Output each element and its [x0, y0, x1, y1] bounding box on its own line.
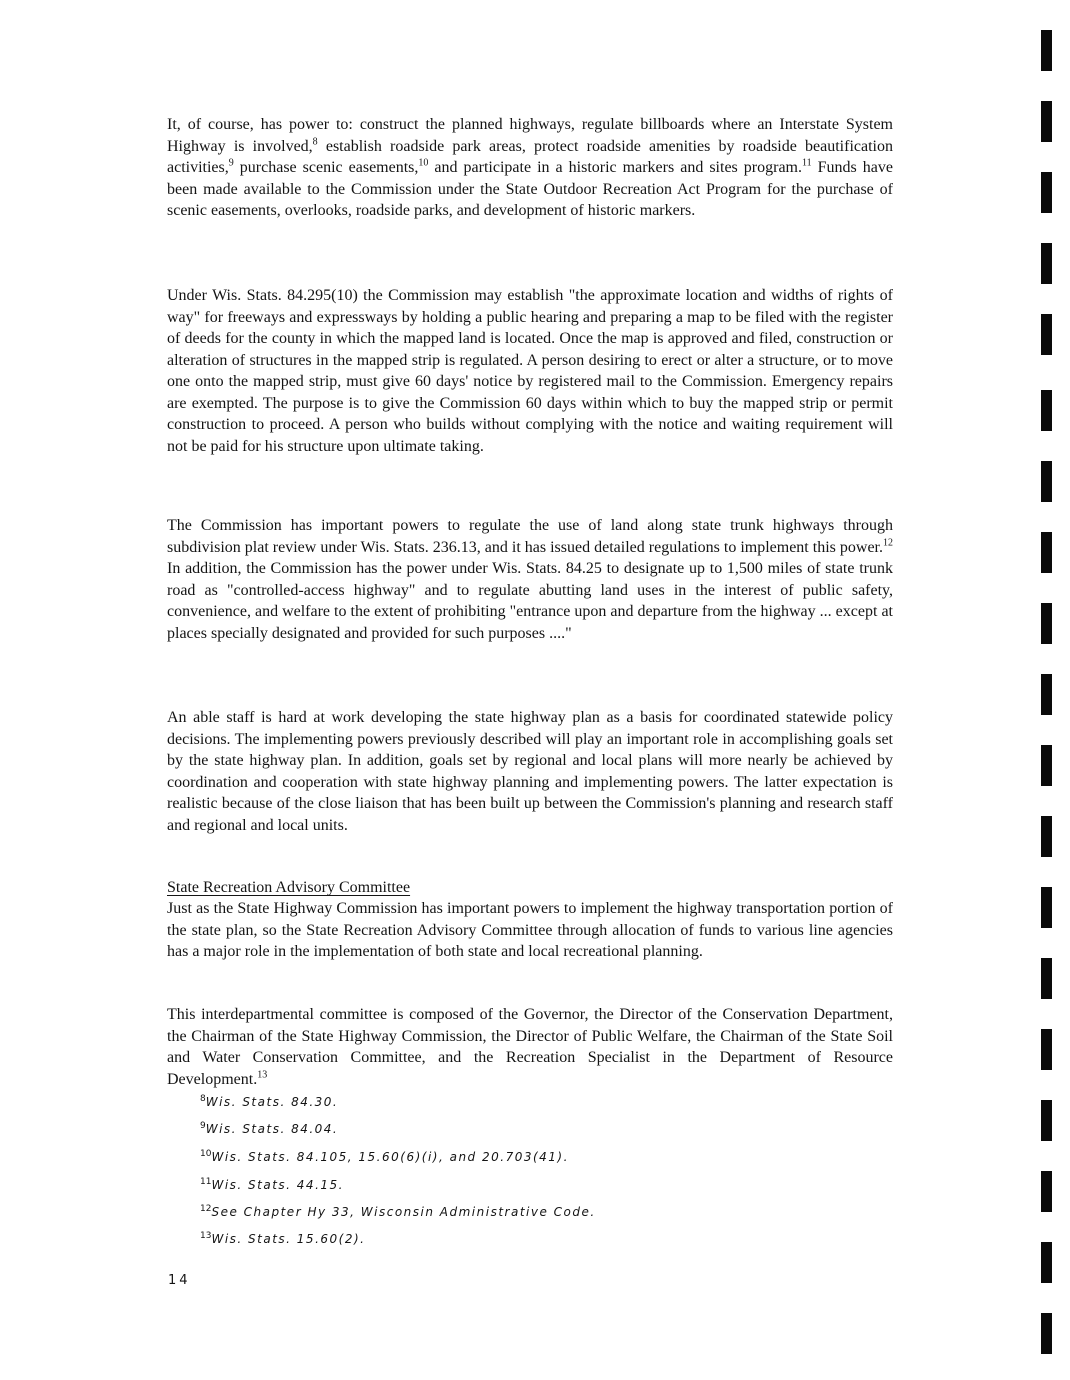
paragraph-text: Funds have been made available to the Commission under the State Outdoor Recreation Act Program for the purchase of scenic easements, overlooks, roadside parks, and development of historic markers.: [167, 159, 894, 219]
footnote-text: See Chapter Hy 33, Wisconsin Administrative Code.: [211, 1205, 596, 1219]
edge-mark: [1041, 1100, 1052, 1141]
footnote-ref-8: 8: [312, 136, 318, 148]
edge-mark: [1041, 532, 1052, 573]
footnote-number: 12: [200, 1204, 212, 1214]
footnote-ref-9: 9: [228, 157, 234, 169]
edge-mark: [1041, 1242, 1052, 1283]
footnote-number: 10: [200, 1149, 212, 1159]
footnote-text: Wis. Stats. 15.60(2).: [211, 1232, 366, 1246]
paragraph-highway-powers: [167, 114, 893, 222]
section-heading: State Recreation Advisory Committee: [167, 879, 411, 896]
footnote-item: [200, 1205, 596, 1219]
paragraph-text: establish roadside park areas, protect roadside amenities by roadside beautification activities,: [167, 137, 893, 176]
edge-mark: [1041, 1171, 1052, 1212]
paragraph-text: In addition, the Commission has the power under Wis. Stats. 84.25 to designate up to 1,500 miles of state trunk road as "controlled-access highway" and to regulate abutting land uses in the interest of public safety, convenience, and welfare to the extent of prohibiting "entrance upon and departure from the highway ... except at places specially designated and provided for such purposes ....": [167, 560, 893, 642]
page-number: 14: [168, 1273, 191, 1288]
footnote-item: [200, 1150, 569, 1164]
footnote-number: 11: [200, 1177, 212, 1187]
edge-mark: [1041, 1313, 1052, 1354]
paragraph-text: It, of course, has power to: construct the planned highways, regulate billboards where an Interstate System Highway is involved,: [167, 116, 893, 155]
footnote-ref-12: 12: [883, 537, 893, 549]
footnote-text: Wis. Stats. 84.30.: [205, 1095, 339, 1109]
paragraph-text: This interdepartmental committee is composed of the Governor, the Director of the Conservation Department, the Chairman of the State Highway Commission, the Director of Public Welfare, the Chairman of the State Soil and Water Conservation Committee, and the Recreation Specialist in the Department of Resource Development.: [167, 1006, 893, 1088]
footnote-ref-13: 13: [257, 1069, 268, 1081]
paragraph-land-regulation: [167, 515, 893, 644]
paragraph-text: purchase scenic easements,: [233, 159, 419, 176]
edge-mark: [1041, 745, 1052, 786]
paragraph-mapped-strip: Under Wis. Stats. 84.295(10) the Commission may establish "the approximate location and widths of rights of way" for freeways and expressways by holding a public hearing and preparing a map to be filed with the register of deeds for the county in which the mapped land is located. Once the map is approved and filed, construction or alteration of structures in the mapped strip is regulated. A person desiring to erect or alter a structure, or to move one onto the mapped strip, must give 60 days' notice by registered mail to the Commission. Emergency repairs are exempted. The purpose is to give the Commission 60 days within which to buy the mapped strip or permit construction to proceed. A person who builds without complying with the notice and waiting requirement will not be paid for his structure upon ultimate taking.: [167, 287, 893, 455]
edge-mark: [1041, 958, 1052, 999]
footnote-item: [200, 1122, 338, 1136]
edge-mark: [1041, 461, 1052, 502]
edge-mark: [1041, 101, 1052, 142]
footnote-item: [200, 1232, 365, 1246]
paragraph-recreation-committee: Just as the State Highway Commission has important powers to implement the highway transportation portion of the state plan, so the State Recreation Advisory Committee through allocation of funds to various line agencies has a major role in the implementation of both state and local recreational planning.: [167, 900, 893, 960]
edge-mark: [1041, 30, 1052, 71]
footnote-text: Wis. Stats. 84.105, 15.60(6)(i), and 20.703(41).: [211, 1150, 569, 1164]
footnote-ref-10: 10: [418, 157, 429, 169]
paragraph-text: The Commission has important powers to regulate the use of land along state trunk highways through subdivision plat review under Wis. Stats. 236.13, and it has issued detailed regulations to implement this power.: [167, 517, 893, 556]
footnote-number: 9: [200, 1121, 206, 1131]
edge-mark: [1041, 887, 1052, 928]
footnote-item: [200, 1178, 344, 1192]
footnote-text: Wis. Stats. 44.15.: [211, 1178, 344, 1192]
footnote-item: [200, 1095, 338, 1109]
edge-mark: [1041, 603, 1052, 644]
edge-mark: [1041, 314, 1052, 355]
paragraph-committee-members: [167, 1004, 893, 1090]
edge-mark: [1041, 816, 1052, 857]
footnote-ref-11: 11: [802, 157, 812, 169]
edge-mark: [1041, 1029, 1052, 1070]
paragraph-highway-plan: An able staff is hard at work developing the state highway plan as a basis for coordinated statewide policy decisions. The implementing powers previously described will play an important role in accomplishing goals set by the state highway plan. In addition, goals set by regional and local plans will more nearly be achieved by coordination and cooperation with state highway planning and implementing powers. The latter expectation is realistic because of the close liaison that has been built up between the Commission's planning and research staff and regional and local units.: [167, 709, 893, 834]
footnote-text: Wis. Stats. 84.04.: [205, 1122, 339, 1136]
edge-mark: [1041, 172, 1052, 213]
footnote-number: 8: [200, 1094, 206, 1104]
paragraph-text: and participate in a historic markers and sites program.: [428, 159, 802, 176]
edge-mark: [1041, 390, 1052, 431]
footnote-number: 13: [200, 1231, 212, 1241]
edge-mark: [1041, 243, 1052, 284]
edge-mark: [1041, 674, 1052, 715]
